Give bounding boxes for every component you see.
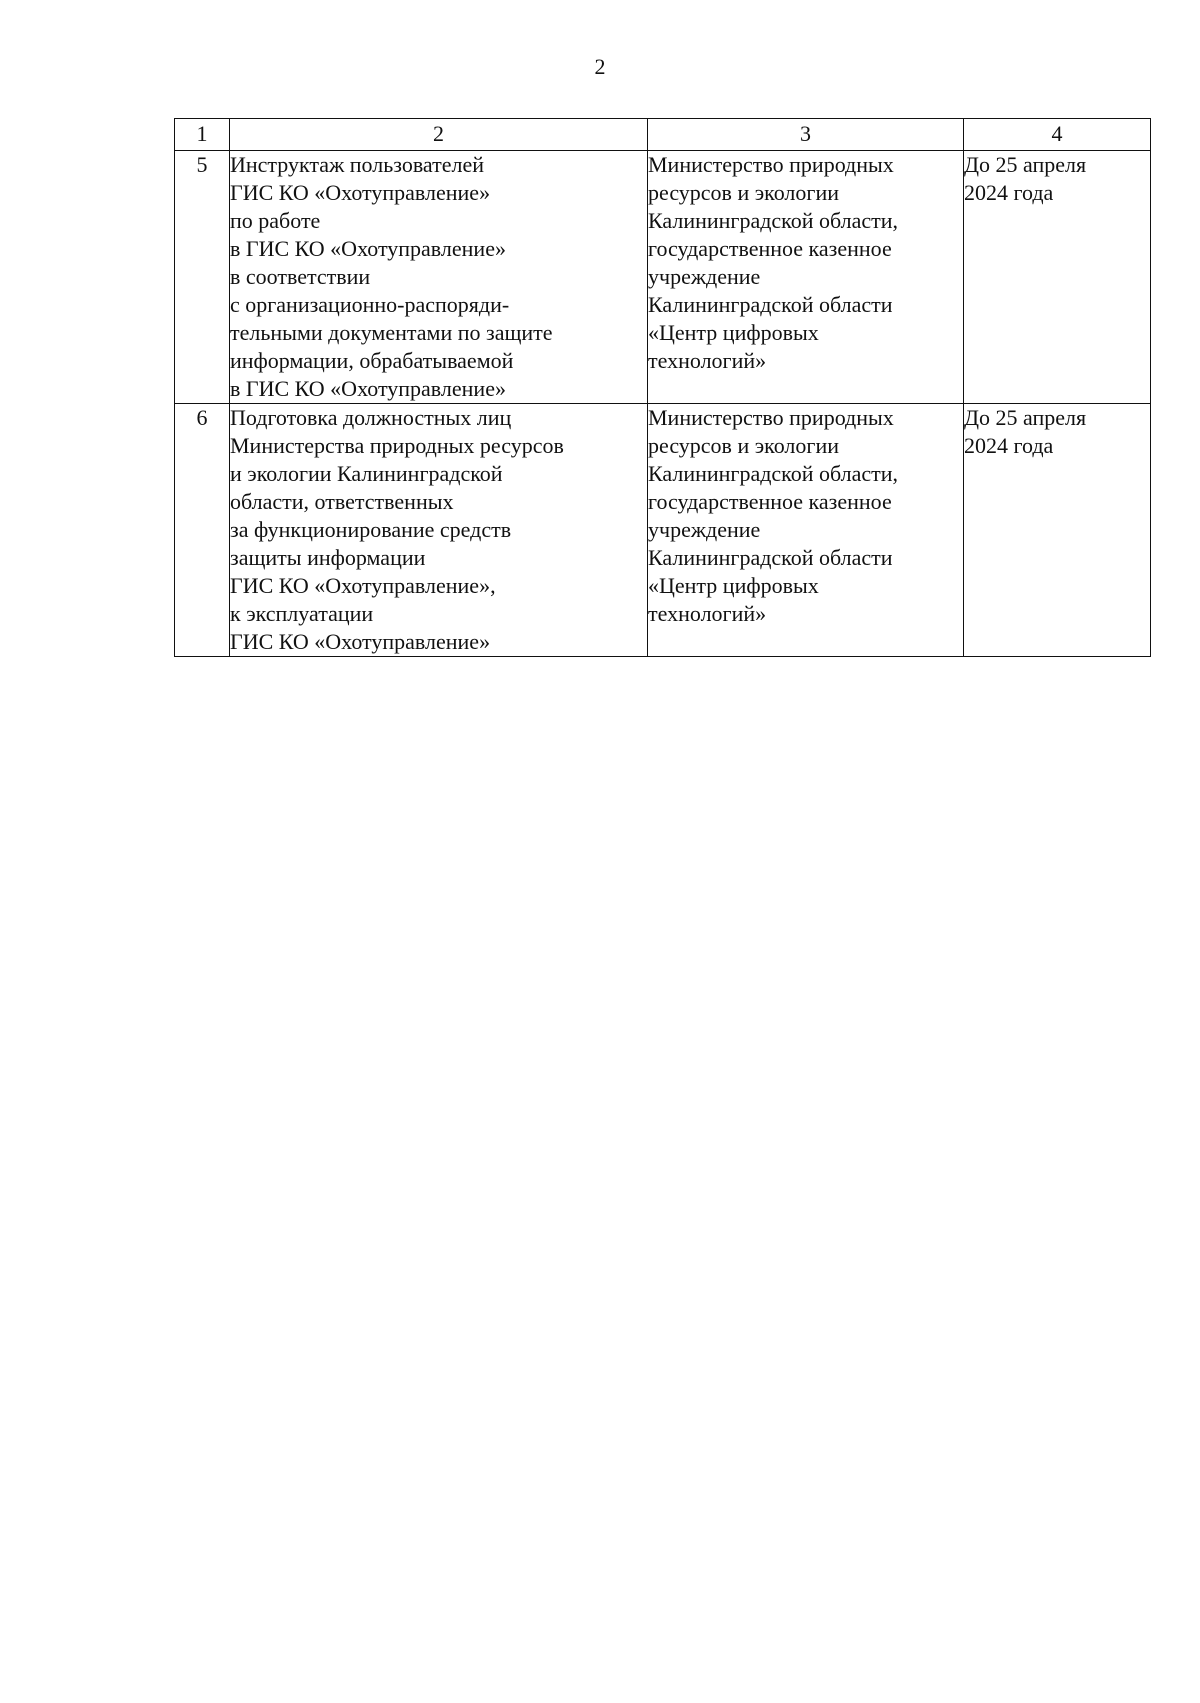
- responsible-line: Калининградской области: [648, 545, 893, 570]
- table-row: [175, 151, 1151, 404]
- deadline-line: 2024 года: [964, 180, 1054, 205]
- column-header-1: 1: [175, 119, 230, 151]
- activity-line: с организационно-распоряди-: [230, 292, 510, 317]
- activity-line: защиты информации: [230, 545, 426, 570]
- page-number: 2: [594, 54, 606, 79]
- activity-line: Министерства природных ресурсов: [230, 433, 564, 458]
- responsible-line: технологий»: [648, 601, 767, 626]
- activity-line: к эксплуатации: [230, 601, 374, 626]
- activity-cell: [230, 404, 648, 657]
- table-row: [175, 404, 1151, 657]
- activity-line: за функционирование средств: [230, 517, 512, 542]
- activity-line: ГИС КО «Охотуправление»: [230, 629, 491, 654]
- responsible-line: технологий»: [648, 348, 767, 373]
- responsible-line: Калининградской области,: [648, 461, 899, 486]
- responsible-line: ресурсов и экологии: [648, 180, 839, 205]
- responsible-line: Калининградской области,: [648, 208, 899, 233]
- activity-cell: [230, 151, 648, 404]
- activity-line: в соответствии: [230, 264, 371, 289]
- activity-line: по работе: [230, 208, 321, 233]
- responsible-line: Министерство природных: [648, 152, 894, 177]
- row-number: 5: [175, 151, 230, 404]
- deadline-line: 2024 года: [964, 433, 1054, 458]
- responsible-line: Министерство природных: [648, 405, 894, 430]
- activity-line: области, ответственных: [230, 489, 454, 514]
- deadline-line: До 25 апреля: [964, 152, 1087, 177]
- responsible-cell: [648, 404, 964, 657]
- activity-line: и экологии Калининградской: [230, 461, 503, 486]
- responsible-line: Калининградской области: [648, 292, 893, 317]
- responsible-line: ресурсов и экологии: [648, 433, 839, 458]
- plan-table: [174, 118, 1151, 657]
- table-body: [175, 151, 1151, 657]
- column-header-2: 2: [230, 119, 648, 151]
- responsible-line: учреждение: [648, 264, 761, 289]
- table-header-row: [175, 119, 1151, 151]
- deadline-cell: [964, 151, 1151, 404]
- activity-line: Подготовка должностных лиц: [230, 405, 512, 430]
- activity-line: ГИС КО «Охотуправление»,: [230, 573, 496, 598]
- activity-line: ГИС КО «Охотуправление»: [230, 180, 491, 205]
- row-number: 6: [175, 404, 230, 657]
- column-header-3: 3: [648, 119, 964, 151]
- activity-line: тельными документами по защите: [230, 320, 553, 345]
- responsible-line: «Центр цифровых: [648, 320, 819, 345]
- column-header-4: 4: [964, 119, 1151, 151]
- responsible-line: государственное казенное: [648, 489, 892, 514]
- deadline-line: До 25 апреля: [964, 405, 1087, 430]
- responsible-line: «Центр цифровых: [648, 573, 819, 598]
- activity-line: Инструктаж пользователей: [230, 152, 485, 177]
- deadline-cell: [964, 404, 1151, 657]
- activity-line: в ГИС КО «Охотуправление»: [230, 236, 506, 261]
- activity-line: в ГИС КО «Охотуправление»: [230, 376, 506, 401]
- activity-line: информации, обрабатываемой: [230, 348, 514, 373]
- responsible-line: учреждение: [648, 517, 761, 542]
- responsible-line: государственное казенное: [648, 236, 892, 261]
- responsible-cell: [648, 151, 964, 404]
